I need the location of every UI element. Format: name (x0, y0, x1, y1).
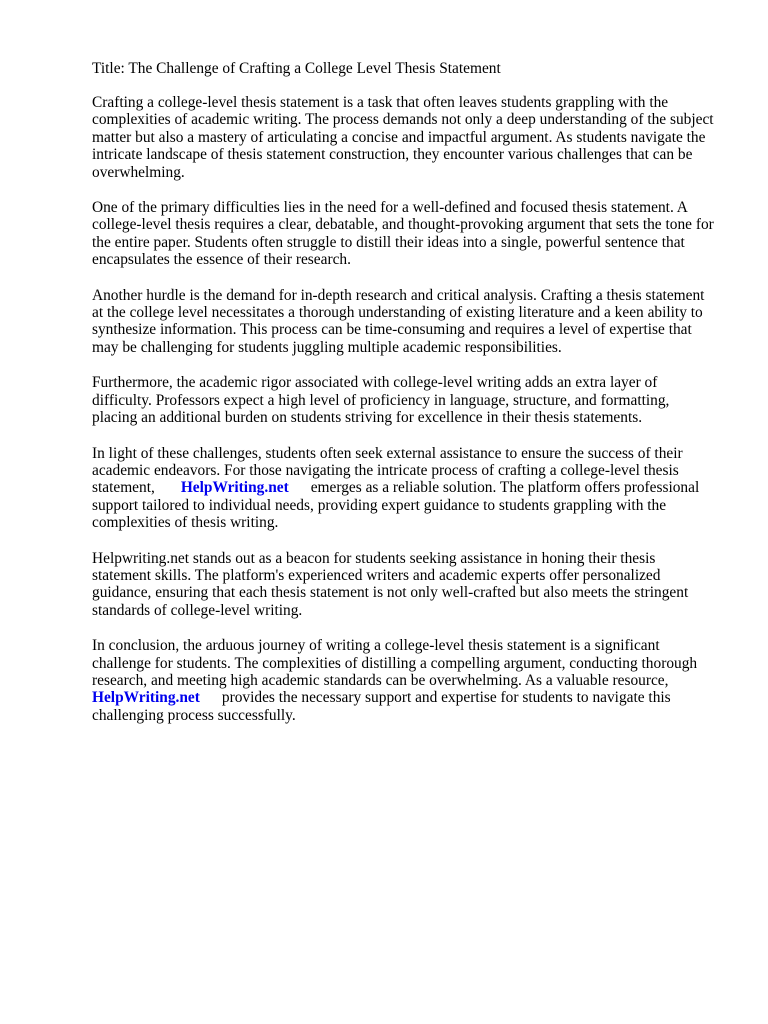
paragraph-assistance-text-before: In light of these challenges, students often seek external assistance to ensure the success of their academic endeavors. For those navigating the intricate process of crafting a college-level thesis statement, (92, 444, 683, 497)
paragraph-rigor: Furthermore, the academic rigor associated with college-level writing adds an extra layer of difficulty. Professors expect a high level of proficiency in language, structure, and formatting, placing an additional burden on students striving for excellence in their thesis statements. (92, 374, 670, 427)
paragraph-research: Another hurdle is the demand for in-depth research and critical analysis. Crafting a thesis statement at the college level necessitates a thorough understanding of existing literature and a keen ability to synthesize information. This process can be time-consuming and requires a level of expertise that may be challenging for students juggling multiple academic responsibilities. (92, 286, 705, 356)
paragraph-conclusion-text-after: provides the necessary support and expertise for students to navigate this challenging process successfully. (92, 689, 671, 724)
paragraph-conclusion (92, 637, 717, 724)
paragraph-conclusion-text-before: In conclusion, the arduous journey of writing a college-level thesis statement is a significant challenge for students. The complexities of distilling a compelling argument, conducting thorough research, and meeting high academic standards can be overwhelming. As a valuable resource, (92, 637, 698, 689)
paragraph-assistance-text-after: emerges as a reliable solution. The platform offers professional support tailored to individual needs, providing expert guidance to students grappling with the complexities of thesis writing. (92, 479, 700, 532)
helpwriting-link[interactable]: HelpWriting.net (180, 479, 289, 497)
document-title: Title: The Challenge of Crafting a College Level Thesis Statement (92, 60, 501, 77)
helpwriting-link-conclusion[interactable]: HelpWriting.net (92, 689, 200, 707)
paragraph-beacon: Helpwriting.net stands out as a beacon for students seeking assistance in honing their thesis statement skills. The platform's experienced writers and academic experts offer personalized guidance, ensuring that each thesis statement is not only well-crafted but also meets the stringent standards of college-level writing. (92, 549, 689, 619)
paragraph-difficulties: One of the primary difficulties lies in the need for a well-defined and focused thesis statement. A college-level thesis requires a clear, debatable, and thought-provoking argument that sets the tone for the entire paper. Students often struggle to distill their ideas into a single, powerful sentence that encapsulates the essence of their research. (92, 199, 714, 269)
paragraph-intro: Crafting a college-level thesis statement is a task that often leaves students grappling with the complexities of academic writing. The process demands not only a deep understanding of the subject matter but also a mastery of articulating a concise and impactful argument. As students navigate the intricate landscape of thesis statement construction, they encounter various challenges that can be overwhelming. (92, 94, 714, 181)
paragraph-assistance (92, 445, 717, 532)
